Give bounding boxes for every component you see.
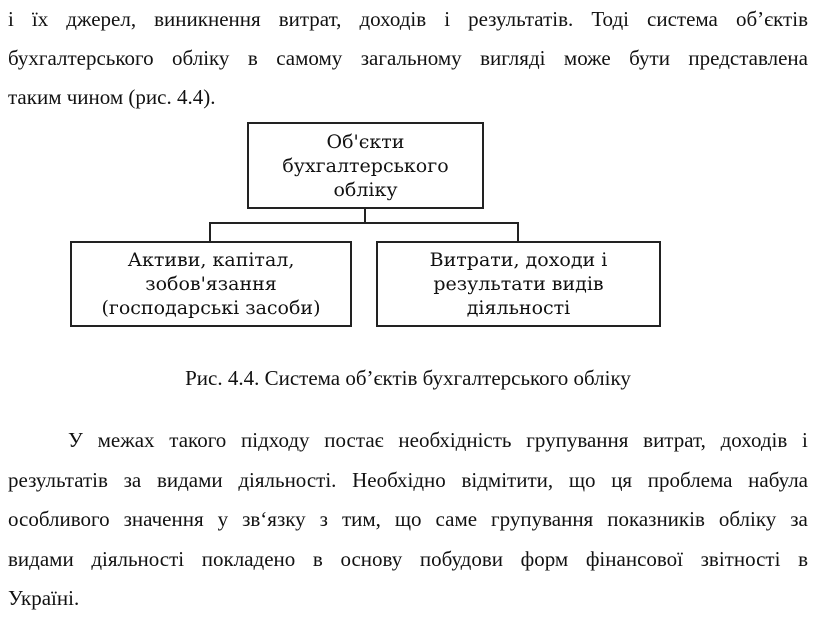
connector-vertical-top (364, 209, 366, 223)
word: У (68, 428, 83, 452)
word: Тоді (591, 7, 629, 31)
left-box-line: (господарські засоби) (101, 297, 321, 319)
paragraph2-line5: Україні. (8, 586, 80, 610)
word: за (123, 468, 142, 492)
word: виникнення (154, 7, 261, 31)
word: основу (340, 547, 403, 571)
right-box-line: діяльності (466, 297, 571, 319)
word: в (247, 46, 258, 70)
word: необхідність (398, 428, 512, 452)
word: побудови (419, 547, 503, 571)
word: система (647, 7, 718, 31)
right-box-line: Витрати, доходи і (429, 249, 608, 271)
word: постає (324, 428, 384, 452)
paragraph2-line1 (68, 427, 808, 453)
word: з (319, 507, 328, 531)
word: саме (435, 507, 478, 531)
word: за (790, 507, 808, 531)
word: доходів (359, 7, 427, 31)
word: межах (97, 428, 155, 452)
paragraph1-line1 (8, 6, 808, 32)
word: в (798, 547, 808, 571)
word: обліку (718, 507, 777, 531)
connector-horizontal (209, 222, 519, 224)
word: групування (526, 428, 629, 452)
word: відмітити, (461, 468, 554, 492)
word: що (568, 468, 596, 492)
word: джерел, (66, 7, 137, 31)
word: набула (748, 468, 808, 492)
word: діяльності. (238, 468, 337, 492)
word: обліку (172, 46, 230, 70)
word: їх (31, 7, 49, 31)
word: доходів (720, 428, 788, 452)
word: вигляді (480, 46, 546, 70)
word: самому (276, 46, 343, 70)
paragraph1-line3: таким чином (рис. 4.4). (8, 85, 216, 109)
paragraph1-line2 (8, 45, 808, 71)
word: видами (156, 468, 223, 492)
word: тим, (341, 507, 381, 531)
word: звітності (700, 547, 781, 571)
paragraph2-line4 (8, 546, 808, 572)
word: зв‘язку (242, 507, 306, 531)
paragraph2-line2 (8, 467, 808, 493)
word: діяльності (91, 547, 185, 571)
word: в (312, 547, 323, 571)
word: бути (629, 46, 670, 70)
left-box-assets-capital (70, 241, 352, 327)
word: і (802, 428, 808, 452)
top-box-line: бухгалтерського (282, 154, 449, 177)
left-box-line: зобов'язання (145, 273, 277, 295)
word: показників (607, 507, 705, 531)
word: фінансової (585, 547, 683, 571)
figure-caption: Рис. 4.4. Система об’єктів бухгалтерського обліку (185, 366, 631, 390)
connector-vertical-right (517, 222, 519, 241)
right-box-expenses-income (376, 241, 661, 327)
word: у (217, 507, 229, 531)
top-box-line: Об'єкти (326, 130, 405, 153)
paragraph2-line3 (8, 506, 808, 532)
word: значення (123, 507, 204, 531)
word: такого (169, 428, 227, 452)
word: проблема (647, 468, 733, 492)
word: підходу (241, 428, 310, 452)
word: об’єктів (735, 7, 808, 31)
connector-vertical-left (209, 222, 211, 241)
word: особливого (8, 507, 110, 531)
word: і (444, 7, 451, 31)
word: і (8, 7, 14, 31)
word: результатів. (468, 7, 574, 31)
word: може (563, 46, 611, 70)
word: витрат, (643, 428, 706, 452)
word: витрат, (278, 7, 342, 31)
word: форм (520, 547, 569, 571)
word: Необхідно (352, 468, 446, 492)
word: групування (491, 507, 594, 531)
word: видами (8, 547, 74, 571)
left-box-line: Активи, капітал, (127, 249, 295, 271)
word: бухгалтерського (8, 46, 154, 70)
word: що (394, 507, 422, 531)
word: загальному (360, 46, 462, 70)
word: покладено (201, 547, 296, 571)
word: ця (611, 468, 633, 492)
top-box-line: обліку (333, 178, 398, 201)
word: представлена (688, 46, 808, 70)
right-box-line: результати видів (433, 273, 604, 295)
word: результатів (8, 468, 108, 492)
top-box-accounting-objects (247, 122, 484, 209)
